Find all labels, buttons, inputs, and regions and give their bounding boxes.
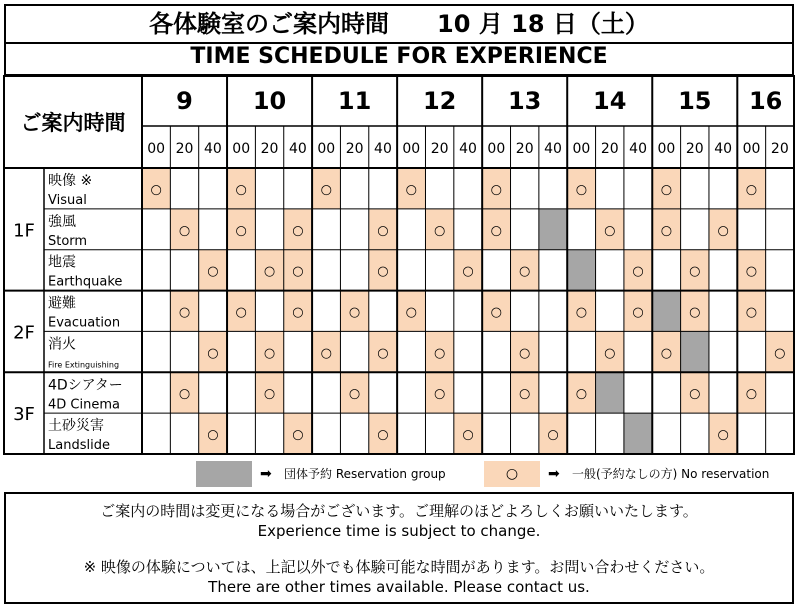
slot-mark: ○ (519, 386, 531, 402)
minute-label: 00 (147, 141, 166, 157)
slot-mark: ○ (745, 182, 758, 198)
slot-mark: ○ (292, 264, 304, 280)
slot-mark: ○ (263, 345, 276, 361)
slot-mark: ○ (433, 345, 446, 361)
minute-label: 00 (572, 141, 591, 157)
slot-group (567, 250, 595, 291)
room-name-ja: 消火 (48, 336, 76, 353)
room-name-ja: 避難 (48, 295, 76, 312)
slot-group (539, 209, 567, 250)
note-line-2: Experience time is subject to change. (257, 522, 541, 540)
slot-group (624, 413, 652, 454)
slot-mark: ○ (292, 427, 304, 443)
floor-label: 1F (13, 220, 35, 242)
slot-mark: ○ (717, 427, 729, 443)
hour-label: 16 (748, 87, 783, 115)
slot-mark: ○ (490, 305, 503, 320)
note-line-3: ※ 映像の体験については、上記以外でも体験可能な時間があります。お問い合わせください。 (83, 558, 715, 576)
slot-mark: ○ (774, 345, 786, 361)
slot-mark: ○ (235, 182, 247, 198)
slot-mark: ○ (575, 182, 588, 198)
notes-box (4, 492, 794, 604)
slot-mark: ○ (207, 264, 219, 280)
note-line-1: ご案内の時間は変更になる場合がございます。ご理解のほどよろしくお願いいたします。 (100, 502, 698, 520)
slot-mark: ○ (604, 223, 616, 239)
slot-mark: ○ (519, 264, 531, 280)
slot-mark: ○ (490, 223, 503, 239)
slot-mark: ○ (207, 345, 219, 361)
minute-label: 40 (288, 141, 307, 157)
legend-general-swatch: ○ (484, 461, 540, 487)
page-subtitle: TIME SCHEDULE FOR EXPERIENCE (4, 42, 794, 76)
slot-mark: ○ (717, 223, 729, 239)
slot-mark: ○ (263, 264, 276, 280)
slot-mark: ○ (745, 264, 758, 280)
slot-group (681, 331, 709, 372)
slot-mark: ○ (178, 305, 191, 320)
slot-mark: ○ (547, 427, 559, 443)
slot-mark: ○ (292, 223, 304, 239)
slot-mark: ○ (377, 223, 389, 239)
room-name-ja: 映像 ※ (48, 173, 93, 189)
room-name-en: Fire Extinguishing (48, 360, 120, 370)
slot-mark: ○ (405, 182, 417, 198)
hour-label: 15 (678, 87, 712, 115)
room-name-en: Storm (48, 233, 88, 249)
slot-mark: ○ (433, 386, 446, 402)
legend-general-arrow-icon: ➡ (548, 466, 560, 482)
room-name-ja: 強風 (48, 213, 76, 230)
hour-label: 11 (337, 87, 372, 115)
room-name-ja: 土砂災害 (48, 418, 104, 435)
room-name-en: Evacuation (48, 315, 121, 331)
hour-label: 10 (252, 87, 287, 115)
minute-label: 20 (600, 141, 619, 157)
minute-label: 00 (317, 141, 336, 157)
page-title: 各体験室のご案内時間 10 月 18 日（土） (4, 4, 794, 44)
slot-mark: ○ (689, 305, 701, 320)
slot-mark: ○ (519, 345, 531, 361)
minute-label: 20 (685, 141, 704, 157)
room-name-en: Landslide (48, 438, 110, 454)
slot-mark: ○ (745, 305, 758, 320)
slot-mark: ○ (745, 386, 758, 402)
slot-mark: ○ (433, 223, 446, 239)
slot-mark: ○ (660, 223, 673, 239)
minute-label: 00 (487, 141, 506, 157)
minute-label: 20 (260, 141, 279, 157)
room-name-ja: 4Dシアター (48, 377, 123, 394)
minute-label: 00 (232, 141, 251, 157)
slot-mark: ○ (490, 182, 503, 198)
slot-mark: ○ (207, 427, 219, 443)
floor-label: 3F (13, 404, 35, 426)
slot-mark: ○ (575, 386, 588, 402)
minute-label: 00 (402, 141, 421, 157)
minute-label: 20 (430, 141, 449, 157)
slot-mark: ○ (660, 182, 673, 198)
slot-mark: ○ (292, 305, 304, 320)
corner-label: ご案内時間 (20, 111, 126, 135)
minute-label: 40 (544, 141, 562, 157)
floor-label: 2F (13, 322, 35, 344)
room-name-ja: 地震 (48, 254, 76, 271)
slot-mark: ○ (263, 386, 276, 402)
minute-label: 20 (770, 141, 789, 157)
slot-group (652, 291, 680, 332)
slot-mark: ○ (377, 427, 389, 443)
slot-mark: ○ (632, 264, 644, 280)
hour-label: 14 (593, 87, 627, 115)
slot-mark: ○ (348, 386, 361, 402)
minute-label: 20 (345, 141, 364, 157)
legend-general-label: 一般(予約なしの方) No reservation (572, 467, 770, 481)
room-name-en: Earthquake (48, 274, 123, 290)
slot-mark: ○ (604, 345, 616, 361)
slot-mark: ○ (660, 345, 673, 361)
legend-group-swatch (196, 461, 252, 487)
slot-mark: ○ (348, 305, 361, 320)
minute-label: 20 (515, 141, 534, 157)
slot-mark: ○ (689, 264, 701, 280)
minute-label: 40 (203, 141, 222, 157)
slot-mark: ○ (462, 427, 474, 443)
slot-mark: ○ (632, 305, 644, 320)
minute-label: 40 (459, 141, 477, 157)
slot-mark: ○ (235, 305, 247, 320)
hour-label: 9 (176, 87, 193, 115)
room-name-en: 4D Cinema (48, 397, 120, 413)
hour-label: 13 (507, 87, 542, 115)
minute-label: 20 (175, 141, 194, 157)
minute-label: 00 (657, 141, 676, 157)
minute-label: 40 (629, 141, 648, 157)
slot-mark: ○ (377, 345, 389, 361)
hour-label: 12 (422, 87, 457, 115)
slot-mark: ○ (405, 305, 417, 320)
minute-label: 40 (714, 141, 733, 157)
slot-mark: ○ (150, 182, 162, 198)
slot-mark: ○ (178, 223, 191, 239)
slot-mark: ○ (320, 182, 332, 198)
note-line-4: There are other times available. Please contact us. (208, 578, 590, 596)
slot-mark: ○ (235, 223, 247, 239)
slot-group (596, 372, 624, 413)
slot-mark: ○ (689, 386, 701, 402)
slot-mark: ○ (462, 264, 474, 280)
slot-mark: ○ (377, 264, 389, 280)
slot-mark: ○ (320, 345, 332, 361)
legend-group-label: 団体予約 Reservation group (284, 467, 446, 481)
room-name-en: Visual (48, 193, 87, 208)
minute-label: 40 (374, 141, 392, 157)
legend-group-arrow-icon: ➡ (260, 466, 272, 482)
minute-label: 00 (742, 141, 761, 157)
slot-mark: ○ (178, 386, 191, 402)
slot-mark: ○ (575, 305, 588, 320)
